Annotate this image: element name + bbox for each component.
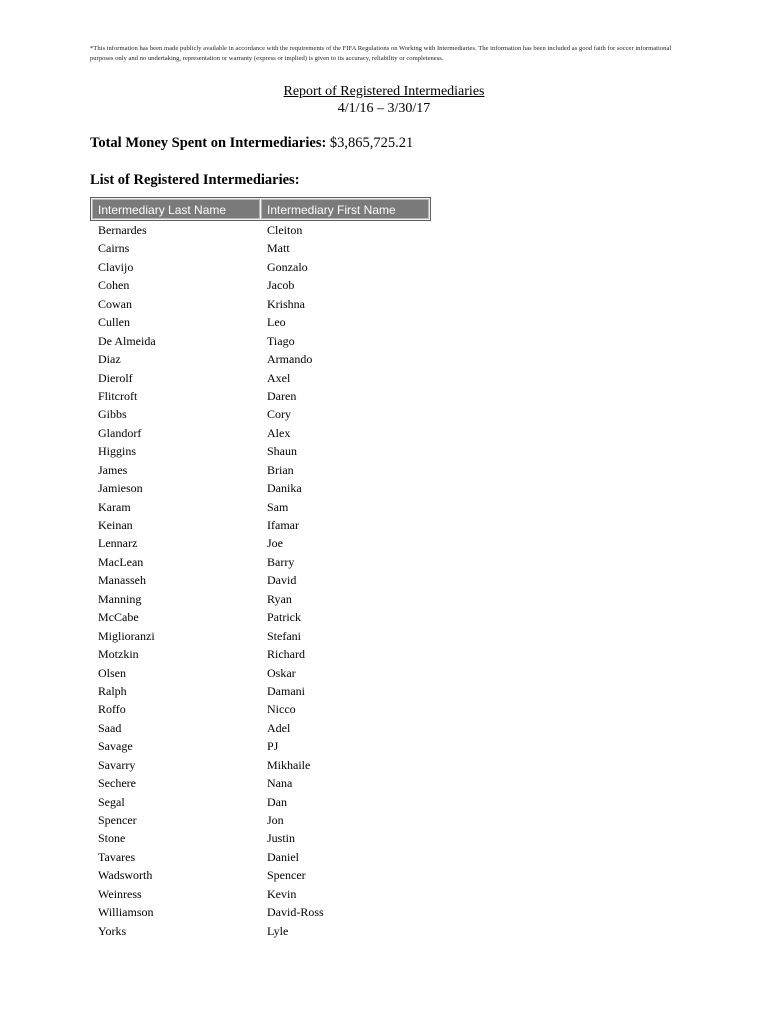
first-name-cell: Oskar bbox=[267, 665, 296, 680]
column-header-first-name: Intermediary First Name bbox=[261, 199, 429, 219]
last-name-cell: Dierolf bbox=[98, 370, 133, 385]
last-name-cell: Karam bbox=[98, 499, 131, 514]
first-name-cell: David-Ross bbox=[267, 905, 324, 920]
report-title-block bbox=[0, 83, 768, 117]
table-row bbox=[98, 572, 324, 590]
table-row bbox=[98, 591, 324, 609]
first-name-cell: Ifamar bbox=[267, 518, 299, 532]
last-name-cell: Weinress bbox=[98, 886, 142, 901]
last-name-cell: Wadsworth bbox=[98, 868, 153, 883]
last-name-cell: Higgins bbox=[98, 444, 137, 459]
first-name-cell: David bbox=[267, 573, 297, 588]
first-name-cell: Cleiton bbox=[267, 223, 303, 237]
table-row bbox=[98, 646, 324, 664]
first-name-cell: Tiago bbox=[267, 333, 295, 348]
table-row bbox=[98, 443, 324, 461]
first-name-cell: Shaun bbox=[267, 444, 297, 459]
first-name-cell: Nicco bbox=[267, 702, 296, 717]
first-name-cell: Mikhaile bbox=[267, 757, 311, 772]
last-name-cell: Manasseh bbox=[98, 573, 146, 588]
table-row bbox=[98, 462, 324, 480]
table-row bbox=[98, 683, 324, 701]
last-name-cell: Motzkin bbox=[98, 647, 139, 662]
disclaimer-text: *This information has been made publicly available in accordance with the requirements of the FIFA Regulations on Working with Intermediaries. The information has been included as good faith for soccer informational purposes only and no undertaking, representation or warranty (express or implied) is given to its accuracy, reliability or completeness. bbox=[90, 45, 672, 62]
last-name-cell: Tavares bbox=[98, 849, 136, 864]
last-name-cell: Flitcroft bbox=[98, 388, 138, 403]
first-name-cell: Danika bbox=[267, 481, 302, 496]
first-name-cell: Barry bbox=[267, 554, 295, 569]
table-row bbox=[98, 554, 324, 572]
table-row bbox=[98, 628, 324, 646]
last-name-cell: Cohen bbox=[98, 278, 130, 293]
first-name-cell: Krishna bbox=[267, 296, 305, 311]
table-row bbox=[98, 886, 324, 904]
report-title: Report of Registered Intermediaries bbox=[283, 84, 485, 99]
last-name-cell: Keinan bbox=[98, 518, 133, 532]
last-name-cell: Lennarz bbox=[98, 536, 138, 551]
last-name-cell: Clavijo bbox=[98, 259, 134, 274]
last-name-cell: Diaz bbox=[98, 352, 121, 367]
first-name-cell: Adel bbox=[267, 720, 291, 735]
first-name-cell: Matt bbox=[267, 241, 290, 256]
table-row bbox=[98, 757, 324, 775]
first-name-cell: Damani bbox=[267, 683, 305, 698]
first-name-cell: Daren bbox=[267, 388, 297, 403]
table-row bbox=[98, 812, 324, 830]
first-name-cell: Kevin bbox=[267, 886, 297, 901]
table-row bbox=[98, 923, 324, 941]
first-name-cell: Alex bbox=[267, 425, 291, 440]
first-name-cell: Joe bbox=[267, 536, 283, 551]
table-row bbox=[98, 535, 324, 553]
first-name-cell: Lyle bbox=[267, 923, 289, 938]
table-row bbox=[98, 370, 324, 388]
table-row bbox=[98, 904, 324, 922]
first-name-cell: Nana bbox=[267, 776, 293, 791]
table-row bbox=[98, 333, 324, 351]
first-name-cell: PJ bbox=[267, 739, 279, 754]
last-name-cell: Spencer bbox=[98, 813, 137, 827]
table-row bbox=[98, 406, 324, 424]
last-name-cell: Williamson bbox=[98, 905, 154, 920]
last-name-cell: Roffo bbox=[98, 702, 126, 717]
table-row bbox=[98, 259, 324, 277]
list-heading: List of Registered Intermediaries: bbox=[90, 172, 300, 188]
intermediaries-table-body bbox=[98, 222, 324, 941]
first-name-cell: Patrick bbox=[267, 610, 301, 625]
first-name-cell: Axel bbox=[267, 370, 291, 385]
first-name-cell: Brian bbox=[267, 462, 294, 477]
table-row bbox=[98, 701, 324, 719]
last-name-cell: Glandorf bbox=[98, 425, 142, 440]
first-name-cell: Stefani bbox=[267, 628, 301, 643]
first-name-cell: Armando bbox=[267, 352, 313, 367]
last-name-cell: Saad bbox=[98, 720, 122, 735]
first-name-cell: Justin bbox=[267, 831, 296, 846]
last-name-cell: Stone bbox=[98, 831, 126, 846]
first-name-cell: Ryan bbox=[267, 591, 292, 606]
table-row bbox=[98, 499, 324, 517]
last-name-cell: Manning bbox=[98, 591, 142, 606]
last-name-cell: Bernardes bbox=[98, 223, 147, 237]
table-row bbox=[98, 830, 324, 848]
first-name-cell: Gonzalo bbox=[267, 259, 308, 274]
last-name-cell: Miglioranzi bbox=[98, 628, 155, 643]
table-row bbox=[98, 425, 324, 443]
table-row bbox=[98, 738, 324, 756]
column-header-last-name: Intermediary Last Name bbox=[92, 199, 260, 219]
table-row bbox=[98, 314, 324, 332]
last-name-cell: Segal bbox=[98, 794, 125, 809]
last-name-cell: Sechere bbox=[98, 776, 136, 791]
table-row bbox=[98, 867, 324, 885]
table-row bbox=[98, 388, 324, 406]
table-row bbox=[98, 351, 324, 369]
last-name-cell: Yorks bbox=[98, 923, 127, 938]
last-name-cell: Ralph bbox=[98, 683, 127, 698]
last-name-cell: MacLean bbox=[98, 554, 144, 569]
total-money-line bbox=[90, 135, 413, 152]
last-name-cell: Gibbs bbox=[98, 407, 127, 422]
last-name-cell: Cairns bbox=[98, 241, 130, 256]
first-name-cell: Leo bbox=[267, 315, 286, 330]
last-name-cell: De Almeida bbox=[98, 333, 156, 348]
last-name-cell: James bbox=[98, 462, 128, 477]
last-name-cell: Savarry bbox=[98, 757, 136, 772]
first-name-cell: Sam bbox=[267, 499, 289, 514]
first-name-cell: Richard bbox=[267, 647, 305, 662]
total-money-amount: $3,865,725.21 bbox=[329, 135, 414, 151]
last-name-cell: Cullen bbox=[98, 315, 130, 330]
table-row bbox=[98, 277, 324, 295]
first-name-cell: Dan bbox=[267, 794, 287, 809]
last-name-cell: McCabe bbox=[98, 610, 139, 625]
last-name-cell: Jamieson bbox=[98, 481, 143, 496]
table-header bbox=[90, 197, 431, 221]
table-row bbox=[98, 849, 324, 867]
report-period: 4/1/16 – 3/30/17 bbox=[337, 101, 431, 116]
table-row bbox=[98, 775, 324, 793]
table-row bbox=[98, 794, 324, 812]
table-row bbox=[98, 296, 324, 314]
first-name-cell: Spencer bbox=[267, 868, 306, 883]
first-name-cell: Cory bbox=[267, 407, 291, 422]
table-row bbox=[98, 609, 324, 627]
first-name-cell: Jacob bbox=[267, 278, 295, 293]
table-row bbox=[98, 480, 324, 498]
table-row bbox=[98, 222, 324, 240]
table-row bbox=[98, 665, 324, 683]
table-row bbox=[98, 240, 324, 258]
total-money-label: Total Money Spent on Intermediaries: bbox=[90, 135, 327, 151]
first-name-cell: Daniel bbox=[267, 849, 299, 864]
table-row bbox=[98, 720, 324, 738]
last-name-cell: Savage bbox=[98, 739, 133, 754]
first-name-cell: Jon bbox=[267, 813, 284, 827]
last-name-cell: Cowan bbox=[98, 296, 132, 311]
last-name-cell: Olsen bbox=[98, 665, 126, 680]
table-row bbox=[98, 517, 324, 535]
